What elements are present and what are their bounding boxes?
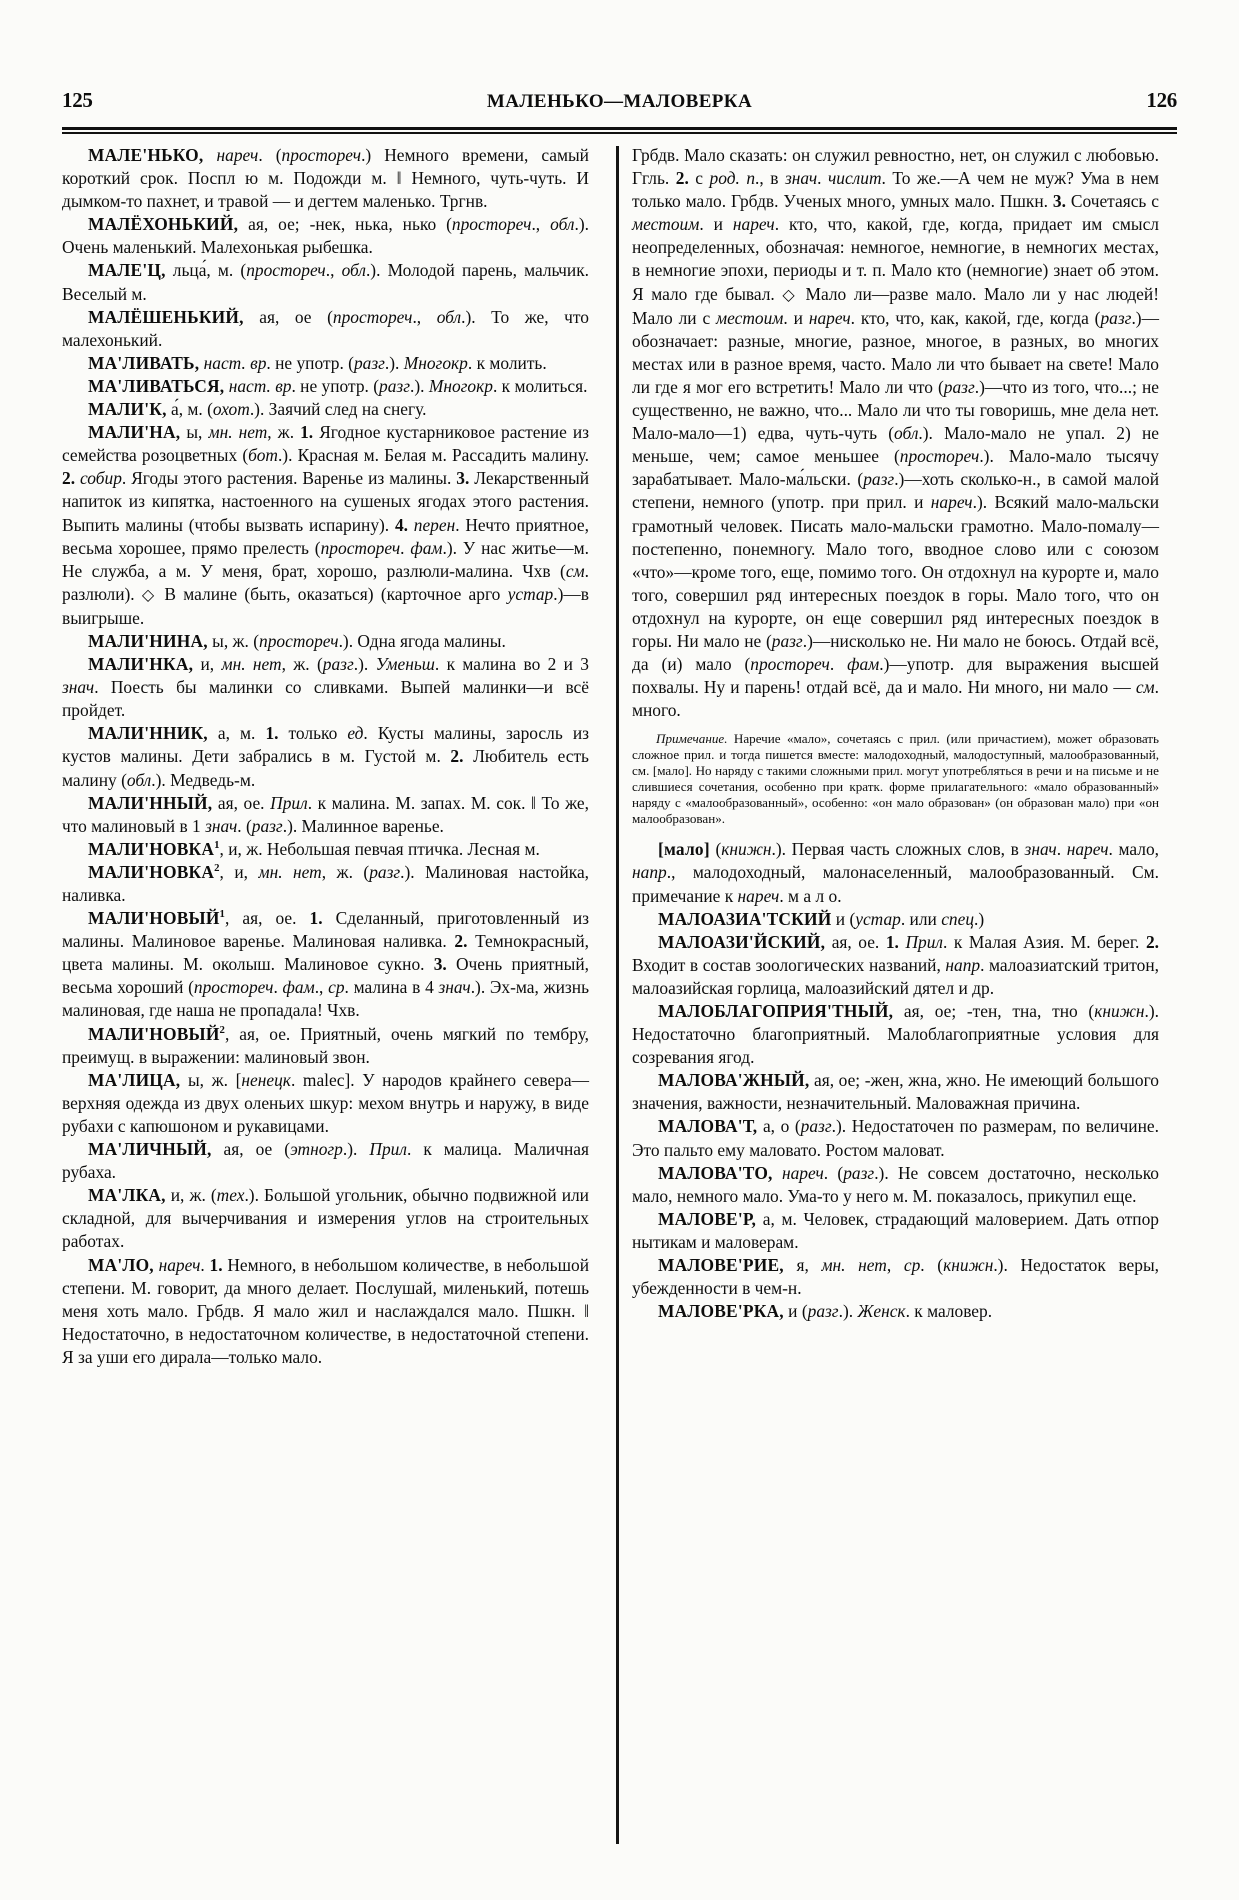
dictionary-entry [632,1254,1159,1300]
entry-body: а́, м. (охот.). Заячий след на снегу. [166,399,427,420]
dictionary-entry [62,1023,589,1069]
entry-body: , и, мн. нет, ж. (разг.). Малиновая настойка, наливка. [62,861,590,905]
headword: МАЛОВА'Т, [658,1116,758,1137]
headword: МА'ЛКА, [88,1185,166,1206]
dictionary-entry [632,1115,1159,1161]
dictionary-entry [632,1162,1159,1208]
folio-left: 125 [62,88,93,112]
column-divider [616,146,619,1844]
dictionary-entry [632,908,1159,931]
headword: МАЛИ'ННИК, [88,723,208,744]
dictionary-entry [62,259,589,305]
page-header [62,88,1177,122]
entry-body: а, м. 1. только ед. Кусты малины, заросль из кустов малины. Дети забрались в м. Густой м. 2. Любитель есть малину (обл.). Медведь-м. [62,723,589,790]
header-rule-thin [62,132,1177,134]
entry-body: ая, ое. 1. Прил. к Малая Азия. М. берег. 2. Входит в состав зоологических названий, напр. малоазиатский тритон, малоазийская горлица, малоазийский дятел и др. [632,931,1159,998]
dictionary-entry [632,1300,1159,1323]
headword: МАЛИ'НОВКА [88,838,215,859]
entry-body: Грбдв. Мало сказать: он служил ревностно, нет, он служил с любовью. Ггль. 2. с род. п., в знач. числит. То же.—А чем не муж? Ума в нем только мало. Грбдв. Ученых много, умных мало. Пшкн. 3. Сочетаясь с местоим. и нареч. кто, что, какой, где, когда, придает им смысл неопределенных, обозначая: немногое, немногие, в немногих местах, в немногие эпохи, периоды и т. п. Мало кто (немногие) знает об этом. Я мало где бывал. ◇ Мало ли—разве мало. Мало ли у нас людей! Мало ли с местоим. и нареч. кто, что, как, какой, где, когда (разг.)—обозначает: разные, многие, разное, многое, в разных, во многих местах или в разное время, часто. Мало ли что бывает на свете! Мало ли где я мог его встретить! Мало ли что (разг.)—что из того, что...; не существенно, не важно, что... Мало ли что ты говоришь, мне дела нет. Мало-мало—1) едва, чуть-чуть (обл.). Мало-мало не упал. 2) не меньше, чем; самое меньшее (простореч.). Мало-мало тысячу зарабатывает. Мало-ма́льски. (разг.)—хоть сколько-н., в самой малой степени, немного (употр. при прил. и нареч.). Всякий мало-мальски грамотный человек. Писать мало-мальски грамотно. Мало-помалу—постепенно, понемногу. Мало того, вводное слово или с союзом «что»—кроме того, еще, помимо того. Он отдохнул на курорте и, мало того, совершил ряд интересных поездок в горы. Мало того, что он отдохнул на курорте, он еще совершил ряд интересных поездок в горы. Ни мало не (разг.)—нисколько не. Ни мало не боюсь. Отдай всё, да (и) мало (простореч. фам.)—употр. для выражения высшей похвалы. Ну и парень! отдай всё, да и мало. Ни много, ни мало — см. много. [632,145,1160,721]
headword: МАЛЁХОНЬКИЙ, [88,214,239,235]
homonym-index: 1 [219,908,225,921]
entry-body: наст. вр. не употр. (разг.). Многокр. к молиться. [228,375,588,396]
folio-right: 126 [1146,88,1177,112]
headword: МАЛОБЛАГОПРИЯ'ТНЫЙ, [658,1001,894,1021]
running-head: МАЛЕНЬКО—МАЛОВЕРКА [486,91,753,112]
headword: МАЛИ'НОВЫЙ [88,1023,220,1044]
headword: МАЛОВА'ЖНЫЙ, [658,1070,810,1091]
headword: МА'ЛИВАТЬ, [88,352,200,373]
entry-body: ы, ж. (простореч.). Одна ягода малины. [207,630,506,651]
entry-body: ая, ое. Прил. к малина. М. запах. М. сок. ‖ То же, что малиновый в 1 знач. (разг.). Малинное варенье. [62,792,589,836]
dictionary-entry [62,907,589,1022]
dictionary-entry [62,213,589,259]
dictionary-entry [62,838,589,861]
dictionary-entry [62,144,589,213]
left-column [62,144,603,1844]
headword: МАЛИ'НОВЫЙ [88,908,220,929]
entry-body: нареч. (простореч.) Немного времени, самый короткий срок. Поспл ю м. Подожди м. ‖ Немного, чуть-чуть. И дымком-то пахнет, и травой — и дегтем маленько. Тргнв. [62,145,589,212]
dictionary-entry [632,1208,1159,1254]
entry-body: и (устар. или спец.) [831,908,985,929]
dictionary-entry [62,722,589,791]
dictionary-entry [62,861,589,907]
dictionary-entry [62,792,589,838]
homonym-index: 2 [214,862,220,875]
headword: [мало] [658,839,710,860]
headword: МАЛОВЕ'РКА, [658,1301,784,1322]
entry-body: а, м. Человек, страдающий маловерием. Дать отпор нытикам и маловерам. [632,1208,1159,1252]
dictionary-entry [632,931,1159,1000]
entry-body: ая, ое; -тен, тна, тно (книжн.). Недостаточно благоприятный. Малоблагоприятные условия для созревания ягод. [632,1001,1159,1068]
headword: МАЛЕ'НЬКО, [88,145,204,165]
homonym-index: 1 [214,839,220,852]
entry-body: ы, ж. [ненецк. malec]. У народов крайнего севера—верхняя одежда из двух оленьих шкур: мехом внутрь и наружу, в виде рубахи с капюшоном и рукавицами. [62,1069,589,1136]
dictionary-entry [62,1138,589,1184]
headword: МАЛОВЕ'РИЕ, [658,1255,784,1276]
idiom-marker: ◇ [141,586,158,604]
text-columns [62,144,1177,1844]
headword: МАЛОВА'ТО, [658,1162,773,1183]
entry-body: и, мн. нет, ж. (разг.). Уменьш. к малина во 2 и 3 знач. Поесть бы малинки со сливками. Выпей малинки—и всё пройдет. [62,654,589,721]
dictionary-entry [62,1069,589,1138]
entry-body: ая, ое (простореч., обл.). То же, что малехонький. [62,306,589,350]
dictionary-entry [632,1069,1159,1115]
entry-body: ы, мн. нет, ж. 1. Ягодное кустарниковое растение из семейства розоцветных (бот.). Красная м. Белая м. Рассадить малину. 2. собир. Ягоды этого растения. Варенье из малины. 3. Лекарственный напиток из кипятка, настоенного на сушеных ягодах этого растения. Выпить малины (чтобы вызвать испарину). 4. перен. Нечто приятное, весьма хорошее, прямо прелесть (простореч. фам.). У нас житье—м. Не служба, а м. У меня, брат, хорошо, разлюли-малина. Чхв (см. разлюли). ◇ В малине (быть, оказаться) (карточное арго устар.)—в выигрыше. [62,422,590,628]
headword: МАЛИ'ННЫЙ, [88,792,213,813]
headword: МАЛИ'НОВКА [88,861,215,882]
headword: МАЛЁШЕНЬКИЙ, [88,306,244,327]
dictionary-entry [62,375,589,398]
entry-body: , и, ж. Небольшая певчая птичка. Лесная м. [219,838,540,859]
headword: МАЛОАЗИ'ЙСКИЙ, [658,931,826,952]
headword: МАЛОАЗИА'ТСКИЙ [658,908,832,929]
dictionary-entry [62,630,589,653]
headword: МАЛИ'НИНА, [88,630,208,651]
headword: МАЛИ'НКА, [88,654,194,675]
entry-body: ая, ое; -нек, нька, нько (простореч., обл.). Очень маленький. Малехонькая рыбешка. [62,214,589,258]
entry-body: (книжн.). Первая часть сложных слов, в знач. нареч. мало, напр., малодоходный, малонаселенный, малообразованный. См. примечание к нареч. м а л о. [632,839,1160,906]
idiom-marker: ◇ [782,286,798,304]
entry-body: нареч. 1. Немного, в небольшом количестве, в небольшой степени. М. говорит, да много делает. Послушай, миленький, потешь меня хоть мало. Грбдв. Я мало жил и наслаждался мало. Пшкн. ‖ Недостаточно, в недостаточном количестве, в недостаточной степени. Я за уши его дирала—только мало. [62,1254,590,1367]
headword: МА'ЛИВАТЬСЯ, [88,375,225,396]
entry-body: льца́, м. (простореч., обл.). Молодой парень, мальчик. Веселый м. [62,260,589,304]
headword: МА'ЛИЦА, [88,1069,181,1090]
entry-body: и (разг.). Женск. к маловер. [783,1301,993,1322]
usage-note [632,731,1159,827]
dictionary-entry [62,398,589,421]
header-rule [62,127,1177,134]
dictionary-entry [62,421,589,630]
dictionary-entry [62,352,589,375]
entry-body: ая, ое (этногр.). Прил. к малица. Маличная рубаха. [62,1139,590,1183]
entry-body: а, о (разг.). Недостаточен по размерам, по величине. Это пальто ему маловато. Ростом маловат. [632,1116,1159,1160]
entry-body: ая, ое; -жен, жна, жно. Не имеющий большого значения, важности, незначительный. Маловажная причина. [632,1070,1159,1114]
headword: МА'ЛО, [88,1254,154,1275]
entry-body: нареч. (разг.). Не совсем достаточно, несколько мало, немного мало. Ума-то у него м. М. показалось, прикупил еще. [632,1162,1159,1206]
entry-body: наст. вр. не употр. (разг.). Многокр. к молить. [203,352,547,373]
homonym-index: 2 [219,1023,225,1036]
dictionary-entry [62,306,589,352]
dictionary-entry [632,838,1159,907]
dictionary-entry [62,1184,589,1253]
entry-body: и, ж. (тех.). Большой угольник, обычно подвижной или складной, для вычерчивания и измерения углов на строительных работах. [62,1185,589,1252]
headword: МАЛЕ'Ц, [88,260,166,281]
dictionary-entry [62,653,589,722]
usage-note-text: Примечание. Наречие «мало», сочетаясь с прил. (или причастием), может образовать сложное прил. и тогда пишется вместе: малодоходный, малодоступный, малообразованный, см. [мало]. Но наряду с такими сложными прил. могут употребляться в речи и на письме и не слившиеся сочетания, особенно при кратк. форме прилагательного: «мало образованный» наряду с «малообразованный», особенно: «он мало образован» (он образован мало) при «он малообразован». [632,731,1159,827]
right-column [632,144,1159,1844]
dictionary-entry [632,1000,1159,1069]
entry-body: , ая, ое. 1. Сделанный, приготовленный из малины. Малиновое варенье. Малиновая наливка. 2. Темнокрасный, цвета малины. М. околыш. Малиновое сукно. 3. Очень приятный, весьма хороший (простореч. фам., ср. малина в 4 знач.). Эх-ма, жизнь малиновая, где наша не пропадала! Чхв. [62,908,590,1021]
headword: МА'ЛИЧНЫЙ, [88,1139,212,1160]
headword: МАЛИ'К, [88,399,167,420]
entry-body: , ая, ое. Приятный, очень мягкий по тембру, преимущ. в выражении: малиновый звон. [62,1023,589,1067]
entry-continuation [632,144,1159,722]
entry-body: я, мн. нет, ср. (книжн.). Недостаток веры, убежденности в чем-н. [632,1255,1159,1299]
dictionary-entry [62,1254,589,1369]
headword: МАЛОВЕ'Р, [658,1208,757,1229]
headword: МАЛИ'НА, [88,422,181,443]
